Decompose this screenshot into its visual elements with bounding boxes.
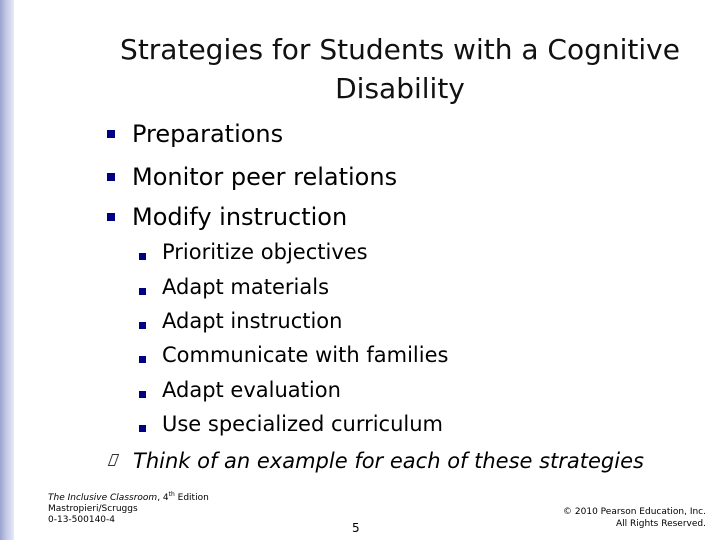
square-bullet-icon [139,391,146,398]
sub-bullet-communicate-with-families: Communicate with families [162,343,449,367]
sub-bullet-adapt-materials: Adapt materials [162,275,330,299]
hollow-bullet-icon [108,454,119,466]
book-authors: Mastropieri/Scruggs [48,504,138,514]
decorative-sidebar [0,0,14,540]
square-bullet-icon [139,356,146,363]
square-bullet-icon [139,253,146,260]
book-title: The Inclusive Classroom [48,493,158,503]
copyright-line-2: All Rights Reserved. [615,519,706,529]
sub-bullet-use-specialized-curriculum: Use specialized curriculum [162,412,444,436]
edition-suffix: Edition [174,493,209,503]
sub-bullet-adapt-evaluation: Adapt evaluation [162,378,341,402]
edition-prefix: , 4 [157,493,169,503]
square-bullet-icon [139,425,146,432]
bullet-preparations: Preparations [132,120,284,148]
slide-title [60,30,720,108]
edition-superscript: th [168,491,175,498]
bullet-monitor-peer-relations: Monitor peer relations [132,163,398,191]
sub-bullet-prioritize-objectives: Prioritize objectives [162,240,368,264]
square-bullet-icon [139,288,146,295]
square-bullet-icon [107,130,115,138]
slide-title-line-2: Disability [335,72,465,105]
square-bullet-icon [107,213,115,221]
sub-bullet-adapt-instruction: Adapt instruction [162,309,343,333]
slide-title-line-1: Strategies for Students with a Cognitive [120,33,680,66]
page-number: 5 [352,521,360,535]
copyright-line-1: © 2010 Pearson Education, Inc. [563,507,706,517]
discussion-prompt: Think of an example for each of these strategies [133,449,644,473]
bullet-modify-instruction: Modify instruction [132,203,348,231]
square-bullet-icon [107,173,115,181]
book-isbn: 0-13-500140-4 [48,515,116,525]
copyright-notice [563,506,706,530]
book-title-line [48,489,209,504]
square-bullet-icon [139,322,146,329]
book-citation [48,489,209,526]
